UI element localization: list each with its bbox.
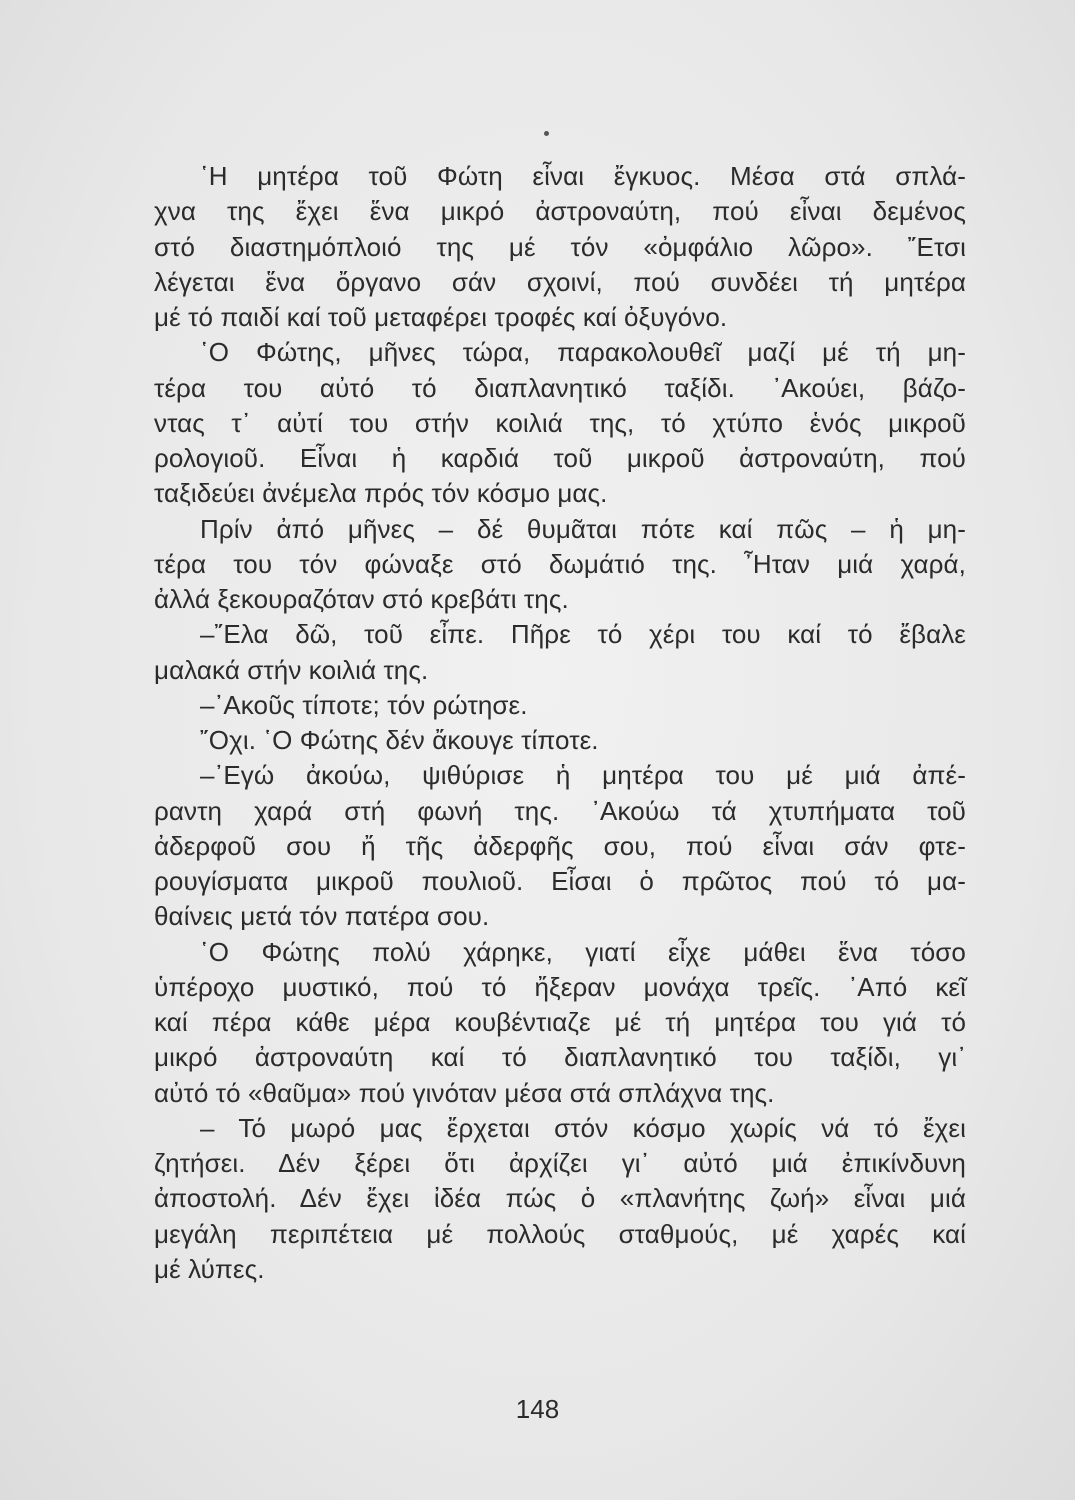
text-line: μέ τό παιδί καί τοῦ μεταφέρει τροφές καί ὀξυγόνο. [154, 302, 728, 332]
text-line: ταξιδεύει ἀνέμελα πρός τόν κόσμο μας. [154, 478, 608, 509]
text-line: χνα της ἔχει ἕνα μικρό ἀστροναύτη, πού εἶναι δεμένος [154, 196, 966, 227]
paragraph [154, 512, 966, 618]
text-line: ῾Ο Φώτης πολύ χάρηκε, γιατί εἶχε μάθει ἕνα τόσο [200, 936, 966, 967]
text-line: ρουγίσματα μικροῦ πουλιοῦ. Εἶσαι ὁ πρῶτος πού τό μα- [154, 866, 966, 896]
text-line: ῎Οχι. ῾Ο Φώτης δέν ἄκουγε τίποτε. [200, 725, 599, 755]
body-text [154, 159, 966, 1287]
text-line: ἀδερφοῦ σου ἤ τῆς ἀδερφῆς σου, πού εἶναι σάν φτε- [154, 830, 966, 861]
paragraph [154, 758, 966, 934]
text-line: λέγεται ἕνα ὄργανο σάν σχοινί, πού συνδέει τή μητέρα [154, 266, 966, 297]
text-line: ραντη χαρά στή φωνή της. ᾽Ακούω τά χτυπήματα τοῦ [154, 795, 966, 826]
paragraph [154, 935, 966, 1111]
text-line: ἀλλά ξεκουραζόταν στό κρεβάτι της. [154, 584, 569, 614]
text-line: ρολογιοῦ. Εἶναι ἡ καρδιά τοῦ μικροῦ ἀστροναύτη, πού [154, 443, 966, 473]
text-line: θαίνεις μετά τόν πατέρα σου. [154, 901, 490, 932]
paragraph [154, 723, 966, 758]
text-line: καί πέρα κάθε μέρα κουβέντιαζε μέ τή μητέρα του γιά τό [154, 1007, 966, 1037]
text-line: –᾽Ακοῦς τίποτε; τόν ρώτησε. [200, 689, 528, 720]
paragraph [154, 617, 966, 688]
text-line: στό διαστημόπλοιό της μέ τόν «ὀμφάλιο λῶρο». ῎Ετσι [154, 231, 966, 262]
paragraph [154, 159, 966, 335]
page-number: 148 [515, 1394, 560, 1424]
text-line: μεγάλη περιπέτεια μέ πολλούς σταθμούς, μέ χαρές καί [154, 1218, 966, 1249]
paragraph [154, 335, 966, 511]
text-line: –῎Ελα δῶ, τοῦ εἶπε. Πῆρε τό χέρι του καί τό ἔβαλε [200, 619, 966, 650]
text-line: ζητήσει. Δέν ξέρει ὅτι ἀρχίζει γι᾽ αὐτό μιά ἐπικίνδυνη [154, 1148, 966, 1178]
text-line: αὐτό τό «θαῦμα» πού γινόταν μέσα στά σπλάχνα της. [154, 1077, 775, 1108]
text-line: ντας τ᾽ αὐτί του στήν κοιλιά της, τό χτύπο ἑνός μικροῦ [154, 407, 966, 438]
text-line: μέ λύπες. [154, 1253, 265, 1284]
text-line: ῾Η μητέρα τοῦ Φώτη εἶναι ἔγκυος. Μέσα στά σπλά- [200, 161, 966, 191]
text-line: Πρίν ἀπό μῆνες – δέ θυμᾶται πότε καί πῶς – ἡ μη- [200, 513, 966, 544]
text-line: μαλακά στήν κοιλιά της. [154, 654, 429, 685]
paragraph [154, 1111, 966, 1287]
ink-speck [544, 131, 549, 136]
text-line: μικρό ἀστροναύτη καί τό διαπλανητικό του ταξίδι, γι᾽ [154, 1042, 966, 1073]
text-line: – Τό μωρό μας ἔρχεται στόν κόσμο χωρίς νά τό ἔχει [200, 1112, 966, 1143]
paragraph [154, 688, 966, 723]
text-line: τέρα του τόν φώναξε στό δωμάτιό της. ῏Ηταν μιά χαρά, [154, 548, 966, 579]
text-line: ἀποστολή. Δέν ἔχει ἰδέα πώς ὁ «πλανήτης ζωή» εἶναι μιά [154, 1183, 966, 1214]
text-line: ὑπέροχο μυστικό, πού τό ἤξεραν μονάχα τρεῖς. ᾽Από κεῖ [154, 971, 966, 1002]
text-line: τέρα του αὐτό τό διαπλανητικό ταξίδι. ᾽Ακούει, βάζο- [154, 372, 966, 403]
text-line: –᾽Εγώ ἀκούω, ψιθύρισε ἡ μητέρα του μέ μιά ἀπέ- [200, 760, 966, 791]
text-line: ῾Ο Φώτης, μῆνες τώρα, παρακολουθεῖ μαζί μέ τή μη- [200, 337, 966, 368]
